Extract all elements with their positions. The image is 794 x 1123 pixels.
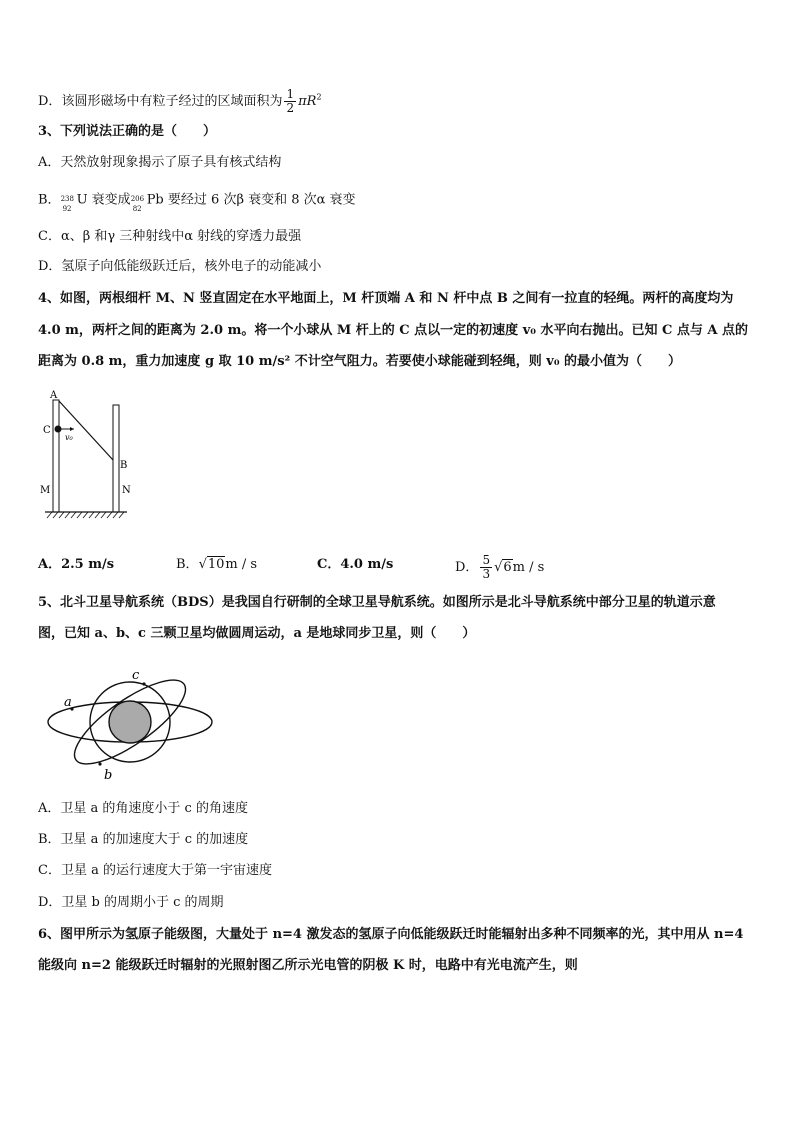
area-exponent: 2 xyxy=(316,92,322,102)
q4-stem-line1: 4、如图，两根细杆 M、N 竖直固定在水平地面上，M 杆顶端 A 和 N 杆中点 B 之间有一拉直的轻绳。两杆的高度均为 xyxy=(38,291,734,306)
satellite-b xyxy=(98,762,101,765)
label-a: A xyxy=(50,390,58,401)
q3-option-a: A．天然放射现象揭示了原子具有核式结构 xyxy=(38,155,282,170)
label-sat-b: b xyxy=(104,768,113,783)
poles-rope-figure xyxy=(36,388,136,524)
label-sat-a: a xyxy=(64,695,72,710)
pole-m xyxy=(53,400,59,512)
rope xyxy=(59,401,113,460)
q5-option-d: D．卫星 b 的周期小于 c 的周期 xyxy=(38,895,224,910)
d-fraction: $\frac{5}{3}$ xyxy=(482,553,491,581)
q5-stem-line1: 5、北斗卫星导航系统（BDS）是我国自行研制的全球卫星导航系统。如图所示是北斗导航系统中部分卫星的轨道示意 xyxy=(38,595,716,610)
label-m: M xyxy=(40,485,51,496)
prev-option-d xyxy=(38,88,322,115)
area-fraction: $\frac{1}{2}$ xyxy=(286,87,295,115)
sqrt-sign: √ xyxy=(494,560,503,575)
label-b: B xyxy=(120,460,128,471)
q5-stem-line2: 图，已知 a、b、c 三颗卫星均做圆周运动，a 是地球同步卫星，则（ ） xyxy=(38,626,476,641)
q4-option-b: B．√10m / s xyxy=(176,557,258,572)
q5-option-b: B．卫星 a 的加速度大于 c 的加速度 xyxy=(38,832,249,847)
lead-nuclide: 206 82 xyxy=(130,195,145,213)
label-c: C xyxy=(43,425,51,436)
pole-n xyxy=(113,405,119,512)
q5-option-a: A．卫星 a 的角速度小于 c 的角速度 xyxy=(38,801,248,816)
prev-option-d-text: 该圆形磁场中有粒子经过的区域面积为 xyxy=(61,94,283,109)
q6-stem-line1: 6、图甲所示为氢原子能级图，大量处于 n=4 激发态的氢原子向低能级跃迁时能辐射出多种不同频率的光，其中用从 n=4 xyxy=(38,927,744,942)
q5-option-c: C．卫星 a 的运行速度大于第一宇宙速度 xyxy=(38,863,272,878)
satellite-c xyxy=(142,682,145,685)
q3-option-d: D．氢原子向低能级跃迁后，核外电子的动能减小 xyxy=(38,259,322,274)
q4-stem-line3: 距离为 0.8 m，重力加速度 g 取 10 m/s² 不计空气阻力。若要使小球能碰到轻绳，则 v₀ 的最小值为（ ） xyxy=(38,354,682,369)
earth xyxy=(109,701,151,743)
label-sat-c: c xyxy=(132,668,140,683)
q4-option-c: C．4.0 m/s xyxy=(317,557,394,572)
q3-option-c: C．α、β 和γ 三种射线中α 射线的穿透力最强 xyxy=(38,229,302,244)
q4-option-a: A．2.5 m/s xyxy=(38,557,115,572)
ground-hatch xyxy=(47,512,124,518)
q3-stem: 3、下列说法正确的是（ ） xyxy=(38,124,217,139)
uranium-nuclide: 238 92 xyxy=(60,195,74,213)
q3-option-b: B． 238 92 U 衰变成 206 82 Pb 要经过 6 次β 衰变和 8 次α 衰变 xyxy=(38,192,356,213)
area-expression: πR xyxy=(298,94,317,109)
label-v0: v₀ xyxy=(65,433,73,442)
prev-option-d-label: D． xyxy=(38,94,62,109)
q6-stem-line2: 能级向 n=2 能级跃迁时辐射的光照射图乙所示光电管的阴极 K 时，电路中有光电流产生，则 xyxy=(38,958,578,973)
label-n: N xyxy=(122,485,131,496)
sqrt-sign: √ xyxy=(198,557,207,572)
q4-stem-line2: 4.0 m，两杆之间的距离为 2.0 m。将一个小球从 M 杆上的 C 点以一定的初速度 v₀ 水平向右抛出。已知 C 点与 A 点的 xyxy=(38,323,748,338)
ball xyxy=(55,426,62,433)
q4-option-d: D． $\frac{5}{3}$ √6m / s xyxy=(455,553,545,581)
satellite-orbits-figure xyxy=(44,664,220,784)
